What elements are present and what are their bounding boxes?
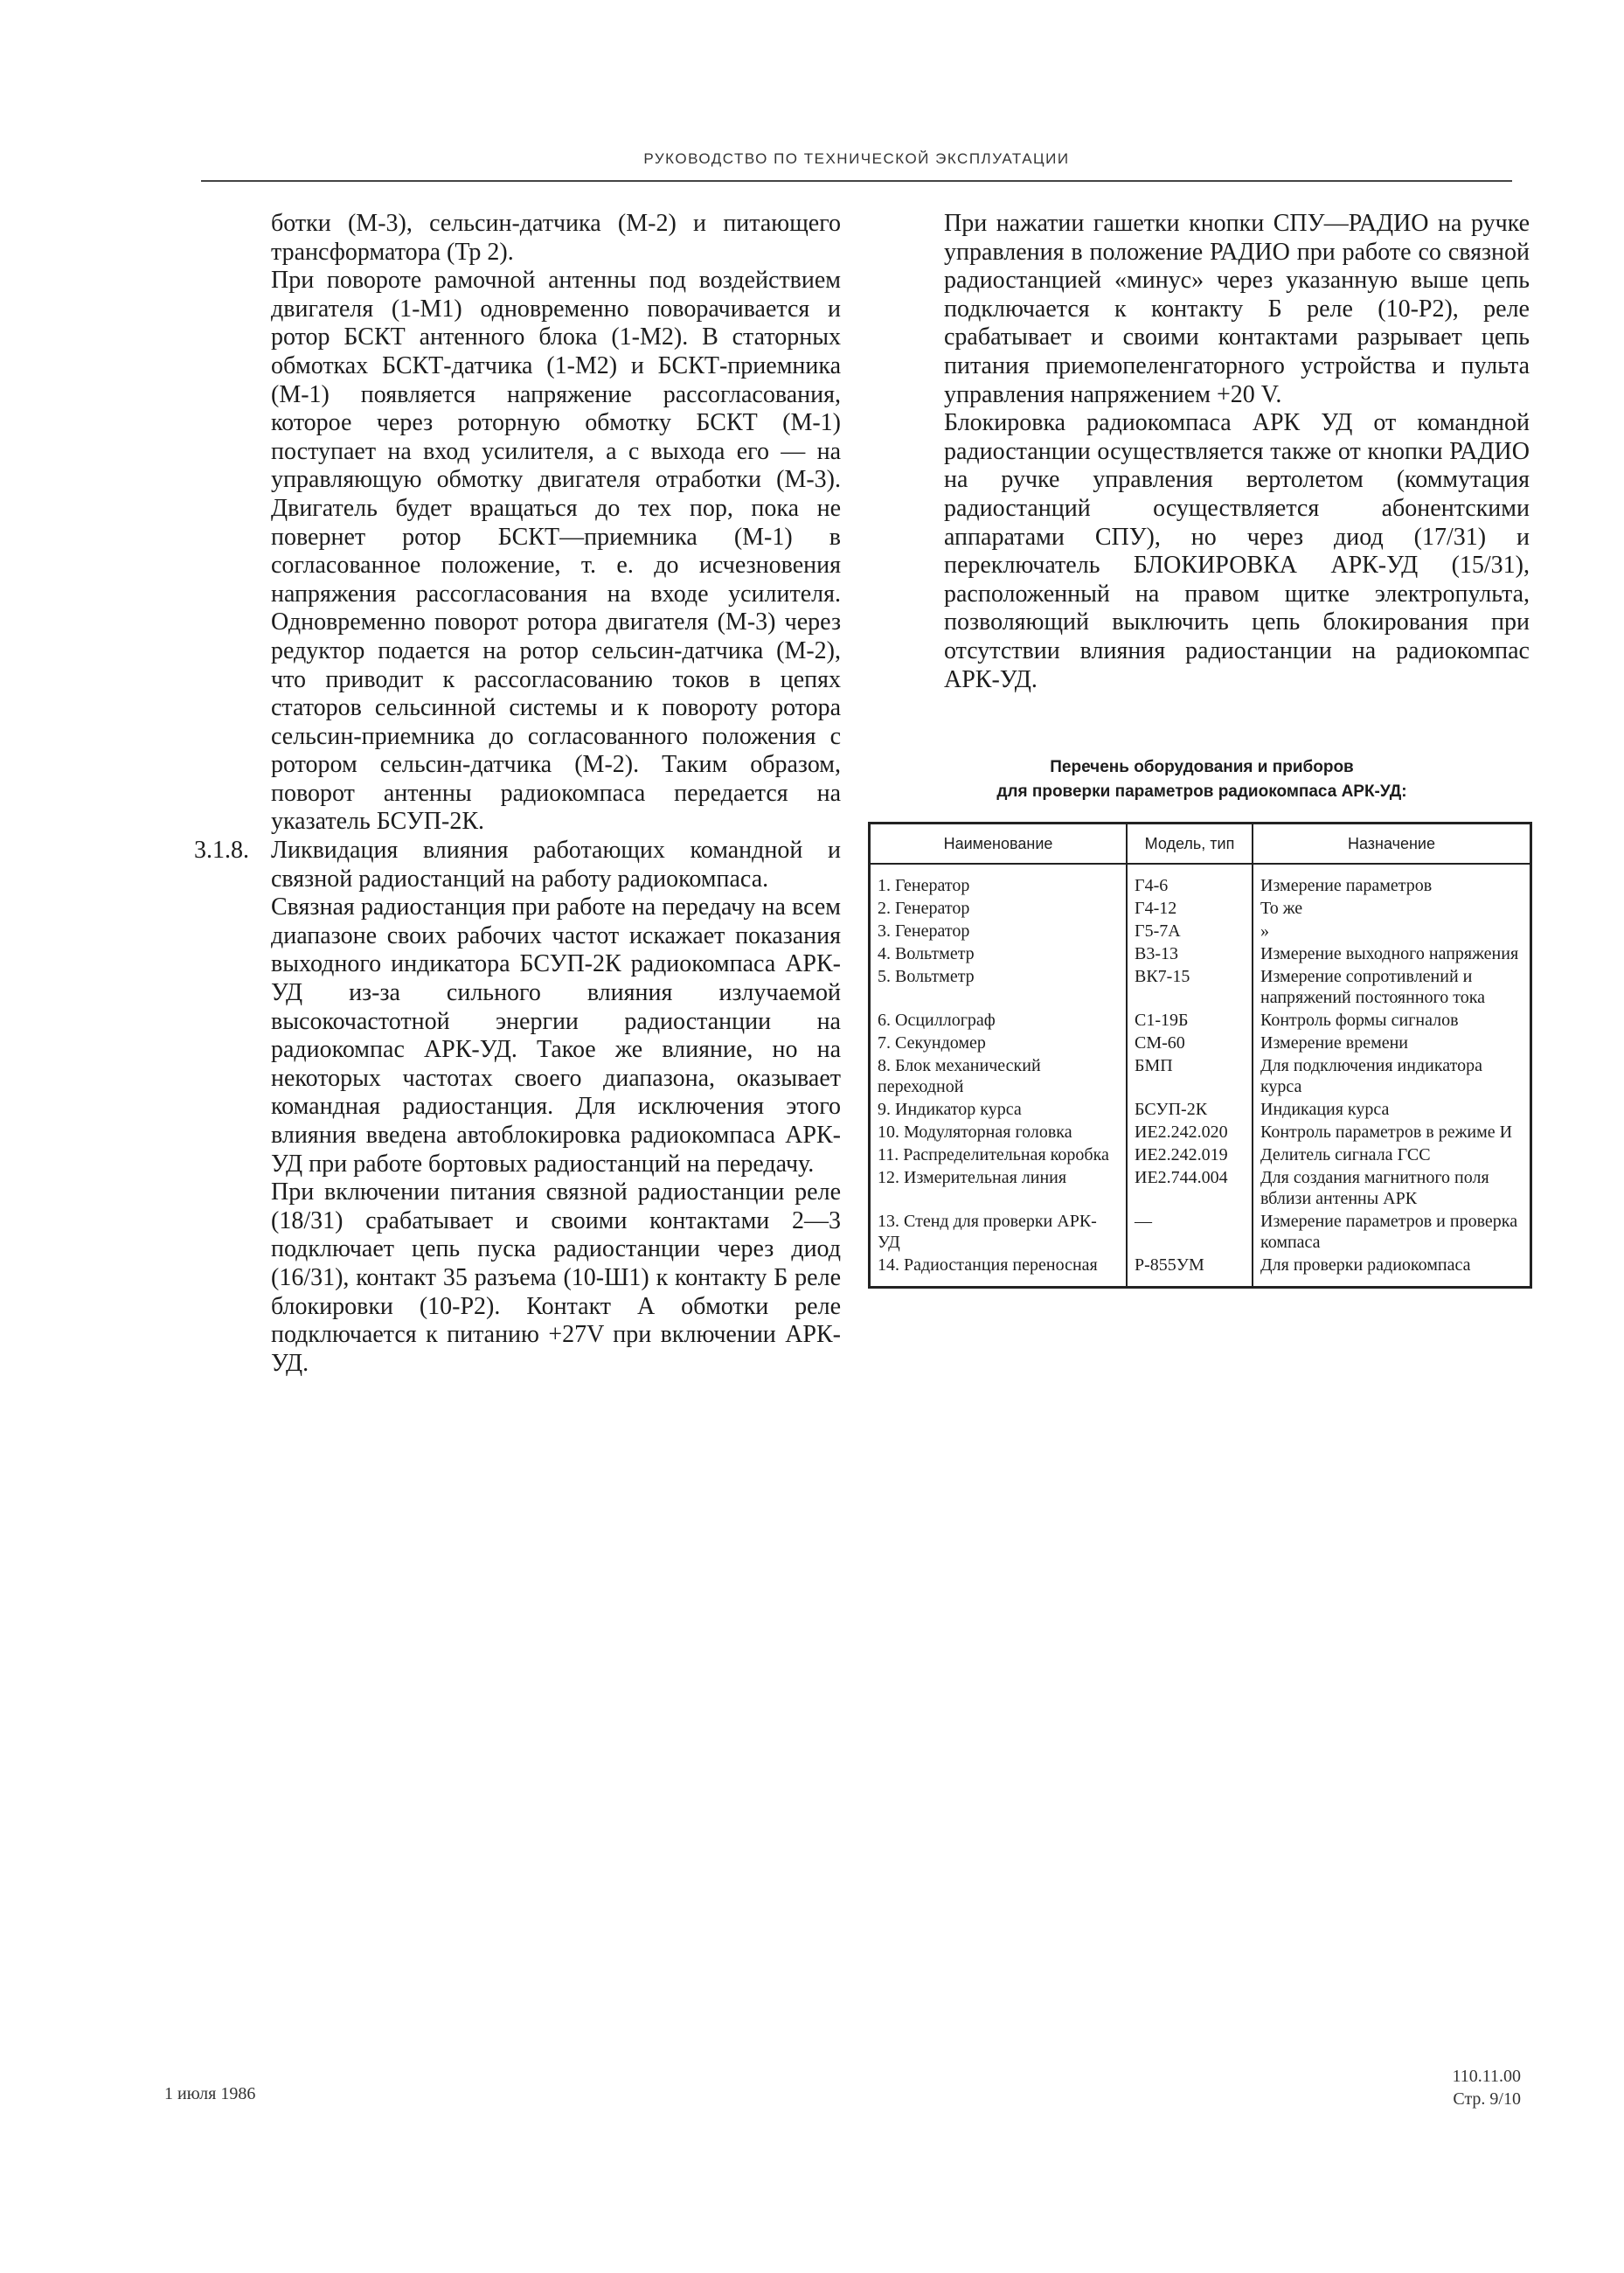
cell-name: 1. Генератор bbox=[870, 864, 1128, 897]
table-caption bbox=[874, 755, 1530, 804]
cell-purpose: Контроль параметров в режиме И bbox=[1260, 1123, 1513, 1142]
table-row bbox=[870, 897, 1531, 920]
column-header-name: Наименование bbox=[870, 824, 1128, 865]
cell-purpose: Измерение времени bbox=[1260, 1033, 1409, 1053]
cell-name: 6. Осциллограф bbox=[870, 1009, 1128, 1032]
cell-model: С1-19Б bbox=[1127, 1009, 1253, 1032]
left-column bbox=[194, 210, 841, 1378]
cell-purpose: Для подключения индикатора курса bbox=[1260, 1056, 1482, 1096]
section-heading bbox=[194, 837, 841, 893]
table-row bbox=[870, 920, 1531, 942]
cell-purpose: Индикация курса bbox=[1260, 1100, 1390, 1119]
cell-model: Г4-12 bbox=[1127, 897, 1253, 920]
cell-purpose: Делитель сигнала ГСС bbox=[1260, 1145, 1431, 1164]
column-header-model: Модель, тип bbox=[1127, 824, 1253, 865]
cell-name: 14. Радиостанция переносная bbox=[870, 1254, 1128, 1288]
table-row bbox=[870, 1166, 1531, 1210]
cell-purpose: Измерение параметров bbox=[1260, 876, 1433, 895]
footer-date: 1 июля 1986 bbox=[164, 2084, 256, 2103]
table-row bbox=[870, 1254, 1531, 1288]
cell-purpose: Контроль формы сигналов bbox=[1260, 1011, 1459, 1030]
cell-purpose: Измерение выходного напряжения bbox=[1260, 944, 1519, 963]
paragraph: При нажатии гашетки кнопки СПУ—РАДИО на ручке управления в положение РАДИО при работе со связной радиостанцией «минус» через указанную выше цепь подключается к контакту Б реле (10-Р2), реле срабатывает и своими контактами разрывает цепь питания приемопеленгаторного устройства и пульта управления напряжением +20 V. bbox=[944, 210, 1530, 408]
cell-model: ИЕ2.242.019 bbox=[1127, 1143, 1253, 1166]
cell-purpose: То же bbox=[1260, 899, 1303, 918]
cell-purpose: » bbox=[1260, 921, 1269, 941]
cell-model: ИЕ2.744.004 bbox=[1127, 1166, 1253, 1210]
paragraph: Блокировка радиокомпаса АРК УД от командной радиостанции осуществляется также от кнопки РАДИО на ручке управления вертолетом (коммутация радиостанций осуществляется абонентскими аппаратами СПУ), но через диод (17/31) и переключатель БЛОКИРОВКА АРК-УД (15/31), расположенный на правом щитке электропульта, позволяющий выключить цепь блокирования при отсутствии влияния радиостанции на радиокомпас АРК-УД. bbox=[944, 409, 1530, 693]
right-column bbox=[944, 210, 1530, 694]
paragraph: При включении питания связной радиостанции реле (18/31) срабатывает и своими контактами 2—3 подключает цепь пуска радиостанции через диод (16/31), контакт 35 разъема (10-Ш1) к контакту Б реле блокировки (10-Р2). Контакт А обмотки реле подключается к питанию +27V при включении АРК-УД. bbox=[271, 1178, 841, 1377]
cell-name: 13. Стенд для проверки АРК-УД bbox=[870, 1210, 1128, 1254]
cell-model: Г4-6 bbox=[1127, 864, 1253, 897]
cell-model: ИЕ2.242.020 bbox=[1127, 1121, 1253, 1143]
cell-name: 8. Блок механический переходной bbox=[870, 1054, 1128, 1098]
table-caption-line: для проверки параметров радиокомпаса АРК-УД: bbox=[996, 782, 1407, 801]
table-row bbox=[870, 1098, 1531, 1121]
cell-model: В3-13 bbox=[1127, 942, 1253, 965]
cell-purpose: Измерение сопротивлений и напряжений постоянного тока bbox=[1260, 967, 1486, 1007]
column-header-purpose: Назначение bbox=[1253, 824, 1531, 865]
cell-model: СМ-60 bbox=[1127, 1032, 1253, 1054]
section-number: 3.1.8. bbox=[194, 837, 249, 865]
table-row bbox=[870, 1009, 1531, 1032]
cell-model: ВК7-15 bbox=[1127, 965, 1253, 1009]
table-body bbox=[870, 864, 1531, 1288]
table-header-row bbox=[870, 824, 1531, 865]
cell-model: Г5-7А bbox=[1127, 920, 1253, 942]
cell-model: БСУП-2К bbox=[1127, 1098, 1253, 1121]
paragraph: При повороте рамочной антенны под воздействием двигателя (1-М1) одновременно поворачивается и ротор БСКТ антенного блока (1-М2). В статорных обмотках БСКТ-датчика (1-М2) и БСКТ-приемника (М-1) появляется напряжение рассогласования, которое через роторную обмотку БСКТ (М-1) поступает на вход усилителя, а с выхода его — на управляющую обмотку двигателя отработки (М-3). Двигатель будет вращаться до тех пор, пока не повернет ротор БСКТ—приемника (М-1) в согласованное положение, т. е. до исчезновения напряжения рассогласования на входе усилителя. Одновременно поворот ротора двигателя (М-3) через редуктор подается на ротор сельсин-датчика (М-2), что приводит к рассогласованию токов в цепях статоров сельсинной системы и к повороту ротора сельсин-приемника до согласованного положения с ротором сельсин-датчика (М-2). Таким образом, поворот антенны радиокомпаса передается на указатель БСУП-2К. bbox=[271, 267, 841, 836]
cell-name: 3. Генератор bbox=[870, 920, 1128, 942]
cell-model: — bbox=[1127, 1210, 1253, 1254]
table-caption-line: Перечень оборудования и приборов bbox=[1050, 758, 1354, 776]
cell-name: 2. Генератор bbox=[870, 897, 1128, 920]
cell-name: 5. Вольтметр bbox=[870, 965, 1128, 1009]
equipment-table bbox=[868, 822, 1532, 1289]
cell-name: 12. Измерительная линия bbox=[870, 1166, 1128, 1210]
paragraph: Связная радиостанция при работе на передачу на всем диапазоне своих рабочих частот искажает показания выходного индикатора БСУП-2К радиокомпаса АРК-УД из-за сильного влияния излучаемой высокочастотной энергии радиостанции на радиокомпас АРК-УД. Такое же влияние, но на некоторых частотах своего диапазона, оказывает командная радиостанция. Для исключения этого влияния введена автоблокировка радиокомпаса АРК-УД при работе бортовых радиостанций на передачу. bbox=[271, 893, 841, 1178]
table-row bbox=[870, 864, 1531, 897]
table-row bbox=[870, 1121, 1531, 1143]
cell-model: Р-855УМ bbox=[1127, 1254, 1253, 1288]
cell-purpose: Для создания магнитного поля вблизи антенны АРК bbox=[1260, 1168, 1489, 1208]
table-row bbox=[870, 1143, 1531, 1166]
cell-purpose: Измерение параметров и проверка компаса bbox=[1260, 1212, 1518, 1252]
page-header: РУКОВОДСТВО ПО ТЕХНИЧЕСКОЙ ЭКСПЛУАТАЦИИ bbox=[643, 150, 1070, 167]
table-row bbox=[870, 1054, 1531, 1098]
cell-name: 10. Модуляторная головка bbox=[870, 1121, 1128, 1143]
paragraph: ботки (М-3), сельсин-датчика (М-2) и питающего трансформатора (Тр 2). bbox=[271, 210, 841, 266]
doc-code: 110.11.00 bbox=[1452, 2067, 1521, 2086]
cell-model: БМП bbox=[1127, 1054, 1253, 1098]
cell-name: 9. Индикатор курса bbox=[870, 1098, 1128, 1121]
cell-purpose: Для проверки радиокомпаса bbox=[1260, 1255, 1471, 1275]
cell-name: 4. Вольтметр bbox=[870, 942, 1128, 965]
section-title: Ликвидация влияния работающих командной и связной радиостанций на работу радиокомпаса. bbox=[271, 837, 841, 893]
header-divider bbox=[201, 180, 1512, 182]
table-row bbox=[870, 1210, 1531, 1254]
table-row bbox=[870, 942, 1531, 965]
cell-name: 7. Секундомер bbox=[870, 1032, 1128, 1054]
table-row bbox=[870, 1032, 1531, 1054]
table-row bbox=[870, 965, 1531, 1009]
page-number: Стр. 9/10 bbox=[1453, 2089, 1521, 2109]
cell-name: 11. Распределительная коробка bbox=[870, 1143, 1128, 1166]
footer-page-info bbox=[1398, 2065, 1521, 2110]
